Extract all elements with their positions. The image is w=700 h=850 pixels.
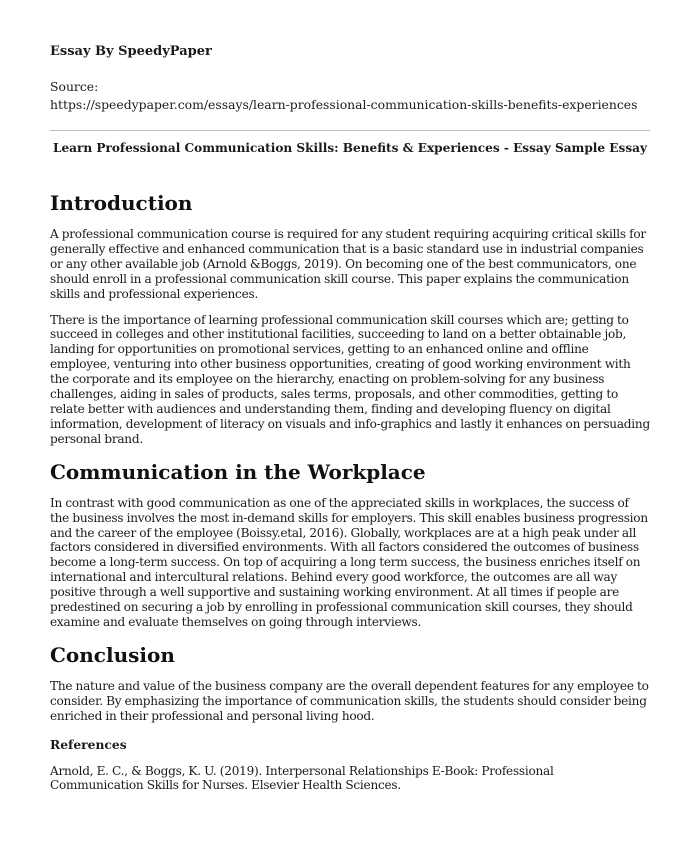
source-block bbox=[50, 78, 650, 114]
section-heading-conclusion: Conclusion bbox=[50, 642, 175, 667]
essay-title: Learn Professional Communication Skills: Benefits & Experiences - Essay Sample Essay bbox=[52, 141, 648, 155]
section-heading-introduction: Introduction bbox=[50, 191, 193, 215]
section-heading-workplace: Communication in the Workplace bbox=[50, 459, 426, 484]
source-url: https://speedypaper.com/essays/learn-professional-communication-skills-benefits-experiences bbox=[50, 97, 638, 112]
paragraph-conclusion-1: The nature and value of the business company are the overall dependent features for any employee to consider. By emphasizing the importance of communication skills, the students should consider being enriched in their professional and personal living hood. bbox=[50, 678, 649, 723]
header-divider bbox=[50, 130, 650, 131]
paragraph-workplace-1: In contrast with good communication as one of the appreciated skills in workplaces, the success of the business involves the most in-demand skills for employers. This skill enables business progression and the career of the employee (Boissy.etal, 2016). Globally, workplaces are at a high peak under all factors considered in diversified environments. With all factors considered the outcomes of business become a long-term success. On top of acquiring a long term success, the business enriches itself on international and intercultural relations. Behind every good workforce, the outcomes are all way positive through a well supportive and sustaining working environment. At all times if people are predestined on securing a job by enrolling in professional communication skill courses, they should examine and evaluate themselves on going through interviews. bbox=[50, 495, 648, 629]
document-header bbox=[50, 0, 650, 114]
publisher-title: Essay By SpeedyPaper bbox=[50, 44, 212, 59]
reference-item: Arnold, E. C., & Boggs, K. U. (2019). Interpersonal Relationships E-Book: Professional Communication Skills for Nurses. Elsevier Health Sciences. bbox=[50, 763, 554, 793]
references-heading: References bbox=[50, 736, 127, 752]
paragraph-introduction-1: A professional communication course is required for any student requiring acquiring critical skills for generally effective and enhanced communication that is a basic standard use in industrial companies or any other available job (Arnold &Boggs, 2019). On becoming one of the best communicators, one should enroll in a professional communication skill course. This paper explains the communication skills and professional experiences. bbox=[50, 227, 646, 301]
paragraph-introduction-2: There is the importance of learning professional communication skill courses which are; getting to succeed in colleges and other institutional facilities, succeeding to land on a better obtainable job, landing for opportunities on promotional services, getting to an enhanced online and offline employee, venturing into other business opportunities, creating of good working environment with the corporate and its employee on the hierarchy, enacting on problem-solving for any business challenges, aiding in sales of products, sales terms, proposals, and other commodities, getting to relate better with audiences and understanding them, finding and developing fluency on digital information, development of literacy on visuals and info-graphics and lastly it enhances on persuading personal brand. bbox=[50, 312, 650, 446]
source-label: Source: bbox=[50, 79, 99, 94]
